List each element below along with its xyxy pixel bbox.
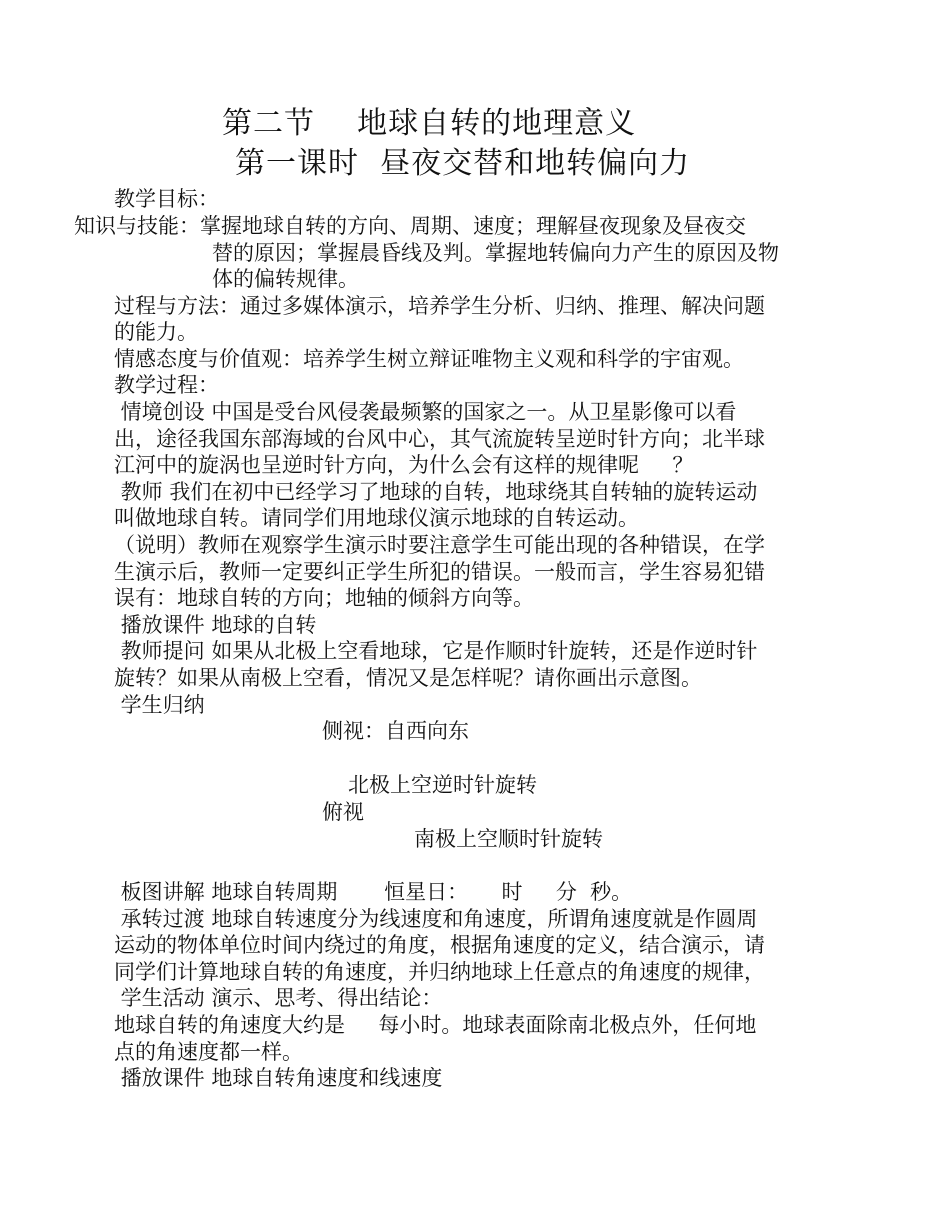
teacher-question-line-1: 教师提问 如果从北极上空看地球，它是作顺时针旋转，还是作逆时针 xyxy=(114,639,758,663)
transition-line-3: 同学们计算地球自转的角速度，并归纳地球上任意点的角速度的规律， xyxy=(114,960,765,984)
note-line-1: （说明）教师在观察学生演示时要注意学生可能出现的各种错误，在学 xyxy=(114,533,765,557)
scenario-line-2: 出，途径我国东部海域的台风中心，其气流旋转呈逆时针方向；北半球 xyxy=(114,427,765,451)
board-explanation: 板图讲解 地球自转周期 恒星日： 时 分 秒。 xyxy=(114,880,633,904)
top-view: 俯视 xyxy=(322,800,364,824)
knowledge-line-2: 替的原因；掌握晨昏线及判。掌握地转偏向力产生的原因及物 xyxy=(212,241,779,265)
transition-line-1: 承转过渡 地球自转速度分为线速度和角速度，所谓角速度就是作圆周 xyxy=(114,907,758,931)
section-title: 第二节 地球自转的地理意义 xyxy=(222,106,637,141)
transition-line-2: 运动的物体单位时间内绕过的角度，根据角速度的定义，结合演示，请 xyxy=(114,933,765,957)
student-activity: 学生活动 演示、思考、得出结论： xyxy=(114,986,443,1010)
note-line-2: 生演示后，教师一定要纠正学生所犯的错误。一般而言，学生容易犯错 xyxy=(114,560,765,584)
teacher-question-line-2: 旋转？如果从南极上空看，情况又是怎样呢？请你画出示意图。 xyxy=(114,666,702,690)
north-pole-rotation: 北极上空逆时针旋转 xyxy=(348,773,537,797)
note-line-3: 误有：地球自转的方向；地轴的倾斜方向等。 xyxy=(114,586,534,610)
conclusion-line-2: 点的角速度都一样。 xyxy=(114,1040,303,1064)
scenario-line-1: 情境创设 中国是受台风侵袭最频繁的国家之一。从卫星影像可以看 xyxy=(114,400,737,424)
knowledge-line-1: 知识与技能：掌握地球自转的方向、周期、速度；理解昼夜现象及昼夜交 xyxy=(74,214,746,238)
south-pole-rotation: 南极上空顺时针旋转 xyxy=(414,827,603,851)
scenario-line-3: 江河中的旋涡也呈逆时针方向，为什么会有这样的规律呢 ？ xyxy=(114,453,694,477)
process-method-line-2: 的能力。 xyxy=(114,320,198,344)
process-method-line-1: 过程与方法：通过多媒体演示，培养学生分析、归纳、推理、解决问题 xyxy=(114,294,765,318)
attitude-line: 情感态度与价值观：培养学生树立辩证唯物主义观和科学的宇宙观。 xyxy=(114,347,744,371)
teacher-line-2: 叫做地球自转。请同学们用地球仪演示地球的自转运动。 xyxy=(114,506,639,530)
courseware-rotation: 播放课件 地球的自转 xyxy=(114,613,317,637)
side-view: 侧视：自西向东 xyxy=(322,719,469,743)
process-heading: 教学过程： xyxy=(114,373,219,397)
objectives-heading: 教学目标： xyxy=(114,187,219,211)
student-summary: 学生归纳 xyxy=(114,693,205,717)
lesson-title: 第一课时 昼夜交替和地转偏向力 xyxy=(235,146,691,181)
courseware-speed: 播放课件 地球自转角速度和线速度 xyxy=(114,1066,443,1090)
teacher-line-1: 教师 我们在初中已经学习了地球的自转，地球绕其自转轴的旋转运动 xyxy=(114,480,758,504)
knowledge-line-3: 体的偏转规律。 xyxy=(212,267,359,291)
conclusion-line-1: 地球自转的角速度大约是 每小时。地球表面除南北极点外，任何地 xyxy=(114,1013,757,1037)
